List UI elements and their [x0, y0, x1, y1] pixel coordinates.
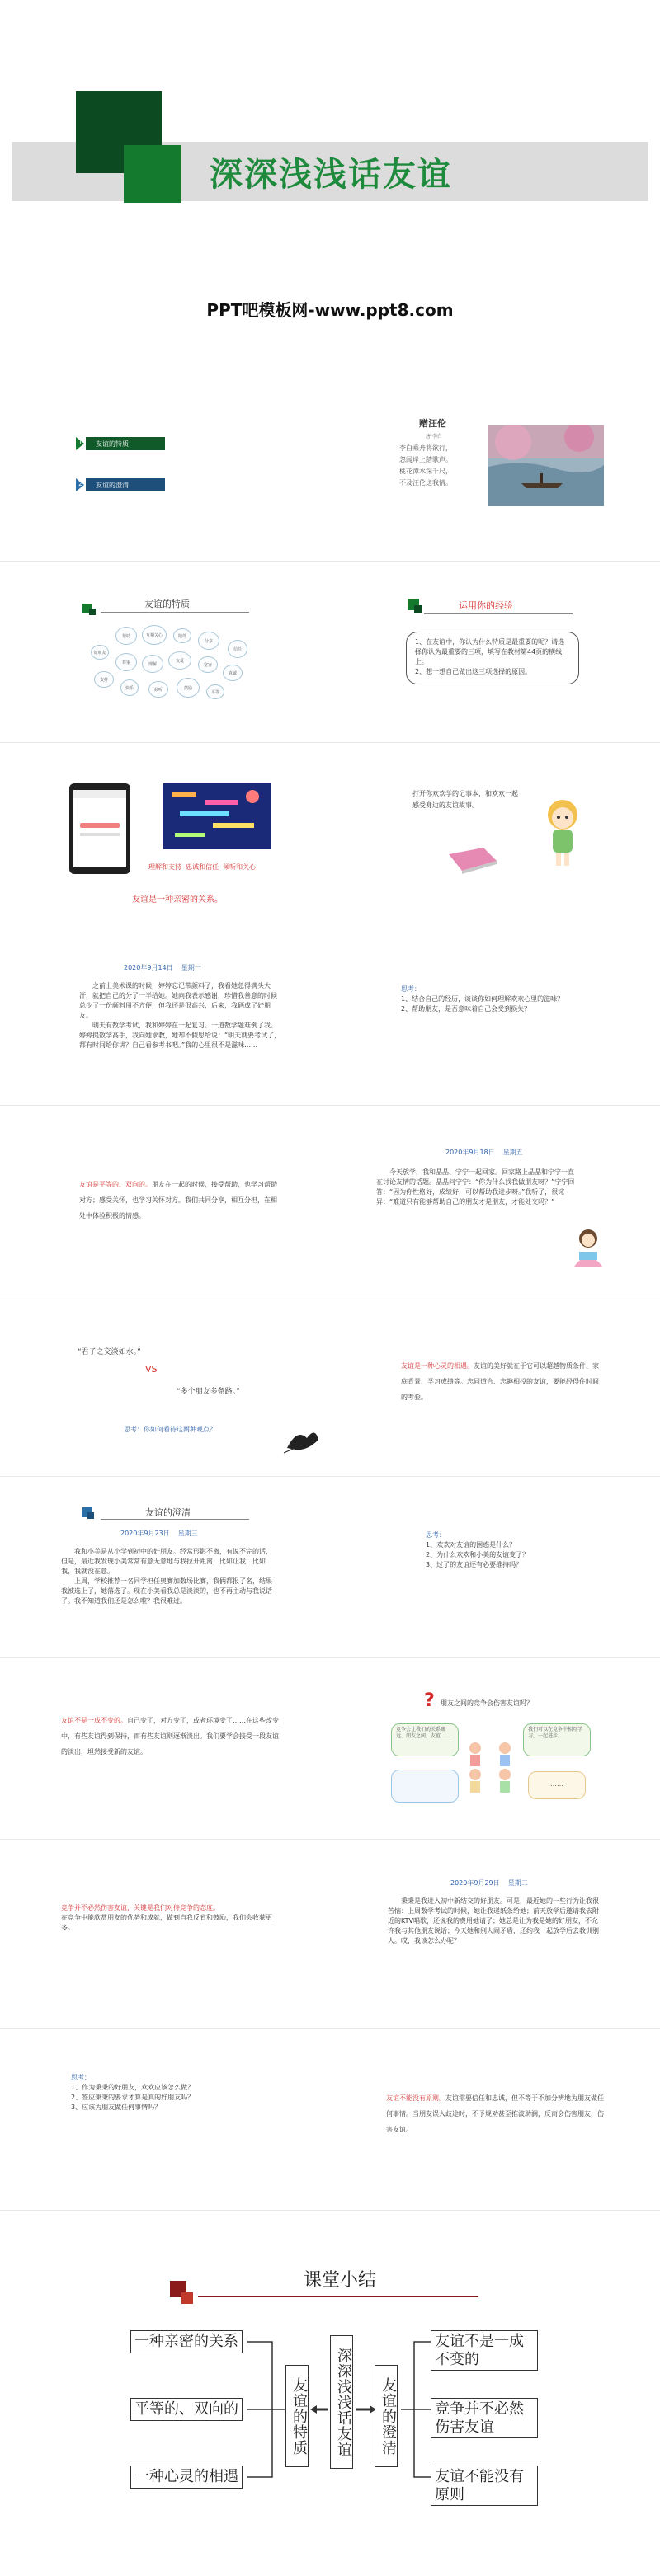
story-text: 秉秉是我进入初中新结交的好朋友。可是，最近她的一些行为让我很苦恼：上周数学考试的时候，她让我递纸条给她；前天放学后邀请我去附近的KTV唱歌，还说我的费用她请了；她总是让为我是她的好朋友，不允许我与其他朋友说话；今天她和别人闹矛盾，还约我一起放学后去教训别人。哎，我该怎么办呢？	[388, 1897, 599, 1944]
summary-left-item: 一种亲密的关系	[130, 2330, 243, 2353]
story-date: 2020年9月18日 星期五	[446, 1149, 523, 1156]
experience-title: 运用你的经验	[459, 600, 513, 611]
bubble: 陪伴	[173, 628, 191, 643]
spiritual-text: 友谊的美好就在于它可以超越物质条件、家庭背景、学习成绩等。志同道合、志趣相投的友谊，要能经得住时间的考验。	[401, 1362, 599, 1401]
think-question: 3、应该为朋友做任何事情吗？	[71, 2104, 162, 2111]
bubble: 好朋友	[91, 645, 109, 660]
poem-title: 赠汪伦	[419, 418, 446, 429]
compete-question: 朋友之间的竞争会伤害友谊吗？	[441, 1699, 533, 1707]
think-label: 思考：	[401, 985, 421, 993]
keypoint: 友谊是一种亲密的关系。	[132, 895, 223, 905]
story-text: 今天放学，我和晶晶、宁宁一起回家。回家路上晶晶和宁宁一直在讨论友情的话题。晶晶问宁宁：“你为什么找我做朋友呀？”宁宁回答：“因为你性格好，成绩好，可以帮助我进步呀。”我听了，很诧异：“难道只有能够帮助自己的朋友才是朋友，才能处交吗？”	[376, 1168, 575, 1206]
divider	[0, 1105, 660, 1106]
title-underline	[101, 612, 249, 613]
think-question: 1、作为秉秉的好朋友，欢欢应该怎么做？	[71, 2084, 195, 2091]
poem-line: 李白乘舟将欲行，	[399, 444, 452, 452]
bubble: 倾听	[148, 681, 168, 698]
poem-author: 唐·李白	[426, 434, 442, 440]
spiritual-lead: 友谊是一种心灵的相遇。	[401, 1362, 474, 1370]
principle-text: 友谊需要信任和忠诚，但不等于不加分辨地为朋友做任何事情。当朋友误入歧途时，不予规劝甚至推波助澜，反而会伤害朋友，伤害友谊。	[386, 2094, 604, 2133]
site-credit: PPT吧模板网-www.ppt8.com	[206, 300, 454, 320]
think-block	[401, 985, 599, 1014]
bubble: 尊重	[116, 653, 137, 671]
experience-box	[406, 632, 579, 684]
story-text	[61, 1547, 277, 1606]
compete-bubble: 竞争会让我们的关系疏远，朋友之间，友谊……	[391, 1723, 459, 1756]
toc-label: 友谊的澄清	[96, 482, 129, 489]
story-paragraph: 上周，学校推荐一名同学担任奥赛加数场比赛，我俩都报了名，结果我被选上了，她落选了。现在小美看我总是淡淡的，也不再主动与我说话了。我不知道我们还是怎么啦？我很难过。	[61, 1577, 272, 1605]
story-text	[79, 981, 282, 1051]
quote-1: “君子之交淡如水。”	[78, 1348, 141, 1356]
principle-block	[386, 2088, 604, 2135]
compete-text: 在竞争中能欣赏朋友的优势和成就，做到自我反省和鼓励，我们会收获更多。	[61, 1914, 272, 1931]
reading-girl-illustration	[566, 1227, 610, 1268]
summary-right-item: 竞争并不必然伤害友谊	[431, 2398, 538, 2438]
title-underline	[424, 613, 573, 614]
divider	[0, 1476, 660, 1477]
toc-item-2[interactable]	[76, 478, 167, 491]
summary-right-item: 友谊不是一成不变的	[431, 2330, 538, 2371]
compete-lead: 竞争并不必然伤害友谊，关键是我们对待竞争的态度。	[61, 1904, 219, 1911]
story-paragraph: 之前上美术课的时候，婷婷忘记带颜料了，我看她急得满头大汗，就把自己的分了一半给她。她向我表示感谢，珍惜我善意的时候总少了一份颜料用不方便，但我还是很高兴，后来，我俩成了好朋友。	[79, 982, 277, 1019]
think-question: 2、帮助朋友，是否意味着自己会受到损失？	[401, 1005, 531, 1013]
summary-title: 课堂小结	[304, 2270, 377, 2291]
story-date: 2020年9月29日 星期二	[450, 1879, 528, 1887]
story-date: 2020年9月14日 星期一	[124, 964, 201, 971]
toc-num: 2	[78, 480, 83, 487]
summary-center: 深深浅浅话友谊	[330, 2335, 353, 2469]
story-date: 2020年9月23日 星期三	[120, 1530, 198, 1537]
poem-line: 忽闻岸上踏歌声。	[399, 456, 452, 463]
think-label: 思考：	[71, 2074, 91, 2081]
equal-block	[79, 1174, 282, 1221]
bubble: 理解	[142, 655, 163, 673]
story-paragraph: 明天有数学考试，我和婷婷在一起复习。一道数学题难倒了我。婷婷提数学高手，我向她求教，她却不假思给说：“明天就要考试了，都有时间给你讲？自己看参考书吧。”我的心里很不是滋味……	[79, 1022, 281, 1049]
bubble: 真诚	[223, 665, 243, 681]
compete-answer	[61, 1903, 279, 1933]
vs-label: VS	[145, 1364, 158, 1375]
page-title: 深深浅浅话友谊	[210, 156, 452, 194]
poem-line: 桃花潭水深千尺，	[399, 468, 452, 475]
screen-image	[163, 783, 271, 849]
bubble: 友爱	[168, 651, 191, 670]
divider	[0, 2028, 660, 2029]
bubble: 支持	[94, 671, 114, 688]
bubble: 互相关心	[142, 625, 167, 645]
bubble: 信任	[228, 640, 248, 658]
think-question: 2、签应秉秉的要求才算是真的好朋友吗？	[71, 2094, 195, 2101]
bubble: 鼓励	[177, 678, 200, 698]
think-block	[71, 2073, 269, 2113]
divider	[0, 561, 660, 562]
change-lead: 友谊不是一成不变的。	[61, 1717, 127, 1724]
think-question: 2、为什么欢欢和小美的友谊变了？	[426, 1551, 530, 1558]
quote-2: “多个朋友多条路。”	[177, 1388, 240, 1396]
spiritual-block	[401, 1356, 604, 1403]
summary-left-item: 平等的、双向的	[130, 2398, 243, 2421]
poem-painting	[488, 425, 604, 506]
equal-lead: 友谊是平等的、双向的。	[79, 1181, 152, 1188]
change-block	[61, 1710, 279, 1757]
images-caption: 理解和支持 忠诚和信任 倾听和关心	[148, 863, 257, 871]
summary-left-hub: 友谊的特质	[285, 2365, 309, 2467]
ink-splash-illustration	[282, 1423, 322, 1455]
section-title: 友谊的澄清	[145, 1507, 191, 1518]
title-underline	[101, 1519, 249, 1520]
principle-lead: 友谊不能没有原则。	[386, 2094, 446, 2102]
experience-q1: 1、在友谊中，你认为什么特质是最重要的呢？请选择你认为最重要的三项，填写在教材第44页的横线上。	[415, 638, 565, 665]
notebook-image	[446, 846, 500, 874]
banner-square-light	[124, 145, 182, 203]
story-paragraph: 我和小美是从小学到初中的好朋友。经常形影不离，有说不完的话，但是，最近我发现小美常常有意无意地与我拉开距离，比如让我，比如我，我就没在意。	[61, 1548, 272, 1575]
summary-left-item: 一种心灵的相遇	[130, 2466, 243, 2489]
compete-bubble: 我们可以在竞争中相互学习，一起进步。	[523, 1723, 591, 1756]
bubble-cloud	[82, 620, 264, 711]
children-illustration	[462, 1737, 520, 1794]
section-title: 友谊的特质	[144, 599, 190, 609]
think-question: 3、过了的友谊还有必要维持吗？	[426, 1561, 523, 1568]
think-question: 1、结合自己的经历，谈谈你如何理解欢欢心里的滋味？	[401, 995, 564, 1003]
summary-right-hub: 友谊的澄清	[375, 2365, 398, 2467]
girl-illustration	[541, 797, 584, 871]
divider	[0, 1657, 660, 1658]
summary-underline	[198, 2296, 478, 2297]
experience-q2: 2、想一想自己做出这三项选择的原因。	[415, 668, 532, 675]
change-text: 自己变了，对方变了，或者环境变了……在这些改变中，有些友谊得到保持，而有些友谊则逐渐淡出。我们要学会接受一段友谊的淡出，坦然接受新的友谊。	[61, 1717, 279, 1756]
divider	[0, 1839, 660, 1840]
divider	[0, 2210, 660, 2211]
poem-block	[388, 416, 487, 489]
invite-text: 打开你欢欢学的记事本，和欢欢一起感受身边的友谊故事。	[412, 790, 518, 809]
think-question: 1、欢欢对友谊的困惑是什么？	[426, 1541, 516, 1549]
bubble: 分享	[198, 632, 219, 650]
compete-bubble: ……	[528, 1771, 586, 1799]
phone-image	[69, 783, 130, 874]
bubble: 快乐	[120, 679, 139, 696]
think-block	[426, 1530, 607, 1570]
equal-text: 朋友在一起的时候，接受帮助，也学习帮助对方；感受关怀，也学习关怀对方。我们共同分享，相互分担，在相处中体验积极的情感。	[79, 1181, 277, 1220]
question-icon: ?	[424, 1690, 435, 1711]
bubble: 宽容	[198, 656, 218, 673]
think-label: 思考：	[426, 1531, 446, 1539]
summary-right-item: 友谊不能没有原则	[431, 2466, 538, 2506]
bubble: 平等	[206, 684, 224, 699]
bubble: 帮助	[116, 627, 137, 645]
quotes-think: 思考：你如何看待这两种观点？	[124, 1426, 216, 1433]
toc-item-1[interactable]	[76, 437, 167, 450]
divider	[0, 742, 660, 743]
poem-line: 不及汪伦送我情。	[399, 479, 452, 487]
compete-bubble	[391, 1770, 459, 1803]
toc-num: 1	[78, 439, 83, 446]
toc-label: 友谊的特质	[96, 440, 129, 448]
